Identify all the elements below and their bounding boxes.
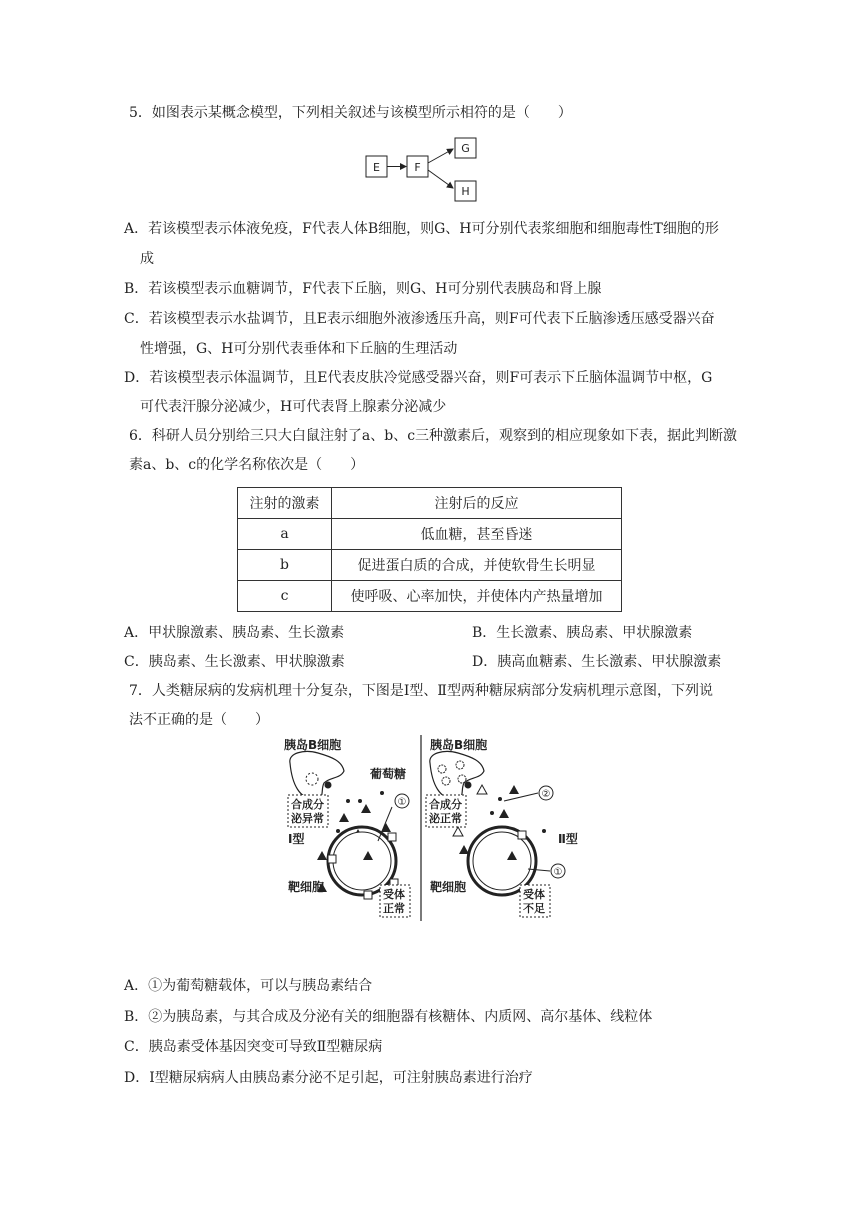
receptor-lack-label-2: 不足: [523, 902, 545, 915]
synth-abnormal-label-2: 泌异常: [291, 812, 324, 825]
q6-option-a: A．甲状腺激素、胰岛素、生长激素: [124, 625, 345, 641]
model-label-h: H: [461, 185, 470, 198]
q5-option-b: B．若该模型表示血糖调节，F代表下丘脑，则G、H可分别代表胰岛和肾上腺: [124, 281, 602, 297]
glucose-label: 葡萄糖: [370, 767, 407, 781]
receptor-normal-label-2: 正常: [383, 902, 405, 915]
synth-abnormal-label: 合成分: [291, 798, 324, 811]
table-cell: 使呼吸、心率加快，并使体内产热量增加: [332, 581, 622, 612]
receptor-normal-label: 受体: [383, 888, 405, 901]
table-cell: 低血糖，甚至昏迷: [332, 519, 622, 550]
table-row: [238, 519, 622, 550]
marker-2: ②: [541, 789, 551, 800]
concept-model-diagram: [360, 136, 484, 208]
table-cell: c: [238, 581, 332, 612]
q7-option-d: D．Ⅰ型糖尿病病人由胰岛素分泌不足引起，可注射胰岛素进行治疗: [124, 1070, 533, 1086]
synth-normal-label: 合成分: [429, 798, 462, 811]
target-cell-label-left: 靶细胞: [288, 880, 325, 894]
q5-stem: 5．如图表示某概念模型，下列相关叙述与该模型所示相符的是（ ）: [129, 105, 572, 121]
q7-stem: 7．人类糖尿病的发病机理十分复杂，下图是Ⅰ型、Ⅱ型两种糖尿病部分发病机理示意图，下列说: [129, 683, 713, 699]
islet-cell-right: [430, 751, 484, 799]
q5-option-d: D．若该模型表示体温调节，且E代表皮肤冷觉感受器兴奋，则F可表示下丘脑体温调节中枢，G: [124, 370, 713, 386]
table-cell: 促进蛋白质的合成，并使软骨生长明显: [332, 550, 622, 581]
q5-option-a-cont: 成: [140, 251, 154, 267]
q6-stem: 6．科研人员分别给三只大白鼠注射了a、b、c三种激素后，观察到的相应现象如下表，据此判断激: [129, 428, 738, 444]
q7-stem-cont: 法不正确的是（ ）: [129, 712, 269, 728]
q6-option-b: B．生长激素、胰岛素、甲状腺激素: [472, 625, 693, 641]
q5-option-a: A．若该模型表示体液免疫，F代表人体B细胞，则G、H可分别代表浆细胞和细胞毒性T细胞的形: [124, 221, 719, 237]
q5-option-c: C．若该模型表示水盐调节，且E表示细胞外液渗透压升高，则F可代表下丘脑渗透压感受器兴奋: [124, 311, 715, 327]
q6-stem-cont: 素a、b、c的化学名称依次是（ ）: [129, 457, 365, 473]
marker-1-right: ①: [553, 867, 563, 878]
table-cell: b: [238, 550, 332, 581]
table-row: [238, 550, 622, 581]
table-cell: a: [238, 519, 332, 550]
table-header-row: [238, 488, 622, 519]
receptor-lack-label: 受体: [523, 888, 545, 901]
type1-label: Ⅰ型: [288, 832, 305, 846]
q5-option-d-cont: 可代表汗腺分泌减少，H可代表肾上腺素分泌减少: [140, 399, 447, 415]
table-header-cell: 注射后的反应: [332, 488, 622, 519]
model-label-f: F: [414, 161, 421, 174]
table-row: [238, 581, 622, 612]
target-cell-label-right: 靶细胞: [430, 880, 467, 894]
islet-cell-label-right: 胰岛B细胞: [430, 738, 488, 752]
q6-option-c: C．胰岛素、生长激素、甲状腺激素: [124, 654, 345, 670]
synth-normal-label-2: 泌正常: [429, 812, 462, 825]
model-label-e: E: [373, 161, 380, 174]
islet-cell-label-left: 胰岛B细胞: [284, 738, 342, 752]
marker-1-left: ①: [397, 797, 407, 808]
q6-option-d: D．胰高血糖素、生长激素、甲状腺激素: [472, 654, 722, 670]
q5-option-c-cont: 性增强，G、H可分别代表垂体和下丘脑的生理活动: [140, 341, 458, 357]
table-header-cell: 注射的激素: [238, 488, 332, 519]
hormone-table: [237, 487, 622, 612]
q7-option-a: A．①为葡萄糖载体，可以与胰岛素结合: [124, 978, 373, 994]
q7-option-b: B．②为胰岛素，与其合成及分泌有关的细胞器有核糖体、内质网、高尔基体、线粒体: [124, 1009, 653, 1025]
q7-option-c: C．胰岛素受体基因突变可导致Ⅱ型糖尿病: [124, 1039, 383, 1055]
type2-label: Ⅱ型: [558, 832, 578, 846]
model-label-g: G: [461, 142, 470, 155]
diabetes-mechanism-diagram: [280, 733, 590, 925]
